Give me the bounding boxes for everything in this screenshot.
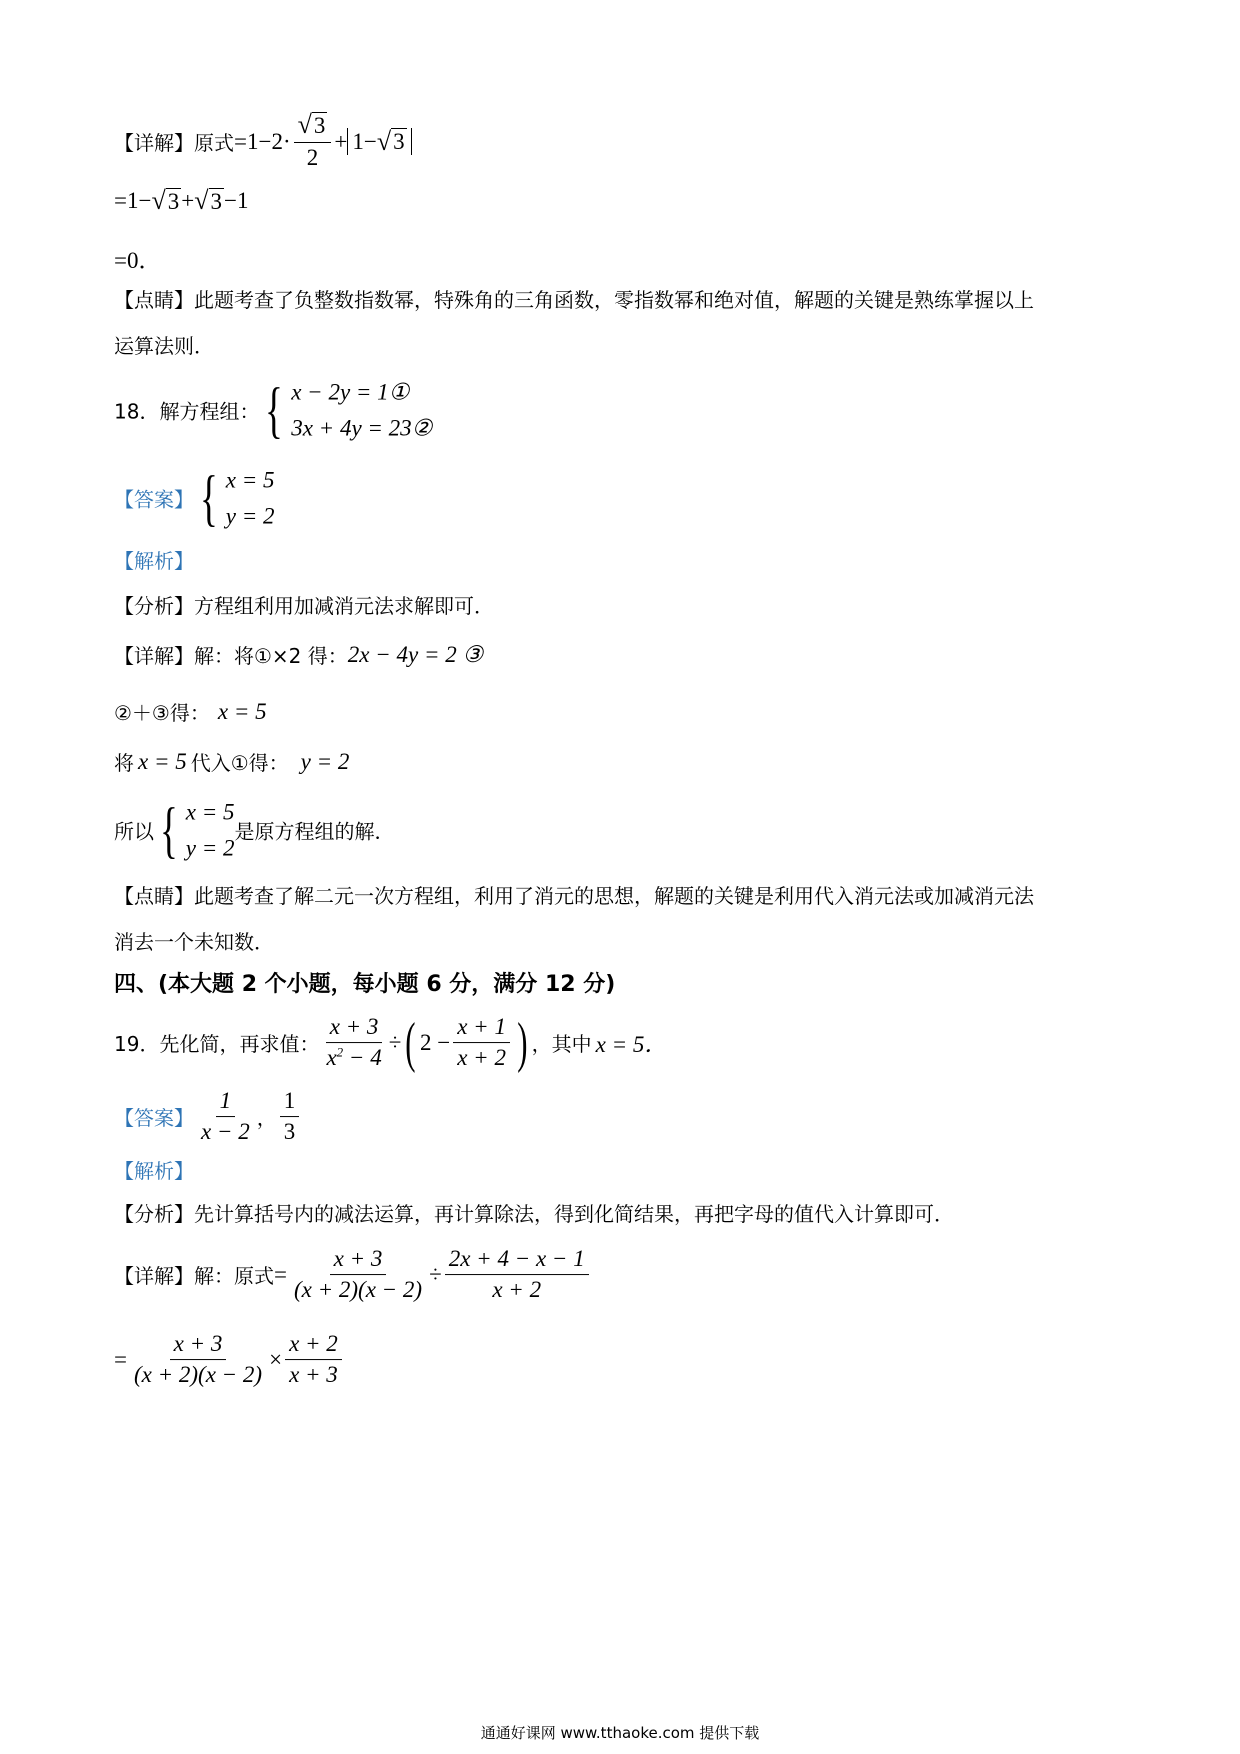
p19-fenxi-text: 先计算括号内的减法运算，再计算除法，得到化简结果，再把字母的值代入计算即可． [194,1202,954,1226]
p19-detail1: 【详解】 解：原式 = $\frac{x + 3}{(x + 2)(x - 2)}$ ÷ $\frac{2x + 4 - x - 1}{x + 2}$ [114,1246,592,1304]
p17-dianjing-l2: 运算法则． [114,334,214,358]
p18-detail2 [114,697,267,726]
label-fenxi: 【分析】 [114,594,194,618]
p18-detail3-b: 代入①得： [190,751,289,775]
p18-detail3 [114,747,349,776]
p17-dianjing-line [114,284,1034,313]
p18-dianjing-line2 [114,926,274,955]
p17-dianjing-line2 [114,330,214,359]
label-xiangjie-19: 【详解】 [114,1264,194,1289]
p17-detail-prefix: 原式 [194,131,234,156]
label-jiexi-19: 【解析】 [114,1159,194,1183]
p19-ans-num: 1 [216,1088,236,1117]
p19-detail2-frac1: $\frac{x + 3}{(x + 2)(x - 2)}$ [133,1331,263,1388]
p19-frac2: $\frac{x + 1}{x + 2}$ [453,1014,510,1072]
p18-answer: 【答案】 { x = 5 y = 2 [114,464,275,532]
label-fenxi-19: 【分析】 [114,1202,194,1226]
p19-answer [114,1088,302,1146]
p19-jiexi [114,1155,194,1184]
p19-detail-prefix: 解：原式 [194,1264,274,1289]
p18-eq1: x − 2y = 1① [291,379,410,405]
p18-suoyi: 所以 { x = 5 y = 2 是原方程组的解． [114,796,395,864]
p17-step2-line: =1− √ 3 + √ 3 −1 [114,186,249,216]
p18-fenxi-text: 方程组利用加减消元法求解即可． [194,594,494,618]
p18-suoyi-eq2: y = 2 [185,835,235,860]
p17-step2: =1− [114,188,152,214]
p19-fenxi [114,1198,954,1227]
p19-ans-den: x − 2 [201,1119,250,1145]
label-daan-19: 【答案】 [114,1106,194,1131]
p18-dianjing-l2: 消去一个未知数． [114,930,274,954]
p19-question-prefix: 19．先化简，再求值： [114,1032,320,1057]
p19-ans-frac1 [197,1088,254,1146]
p18-detail2-text: ②＋③得： [114,701,210,725]
p18-ans1: x = 5 [225,467,275,493]
p19-ans-sep: ， [256,1106,277,1131]
label-jiexi: 【解析】 [114,549,194,573]
label-dianjing: 【点睛】 [114,288,194,312]
p19-question-suffix: ，其中 [531,1032,592,1057]
p17-detail-line: 【详解】 原式 =1−2· √ 3 2 + 1− √ 3 [114,112,412,171]
p18-suoyi-eq1: x = 5 [185,799,235,825]
p17-step3: =0． [114,248,162,273]
section-4-heading: 四、(本大题 2 个小题，每小题 6 分，满分 12 分) [114,972,616,997]
p18-suoyi-text: 所以 [114,819,154,844]
abs-1-minus-sqrt3: 1− √ 3 [347,128,411,154]
p19-detail2-frac2: $\frac{x + 2}{x + 3}$ [285,1331,342,1389]
p18-detail1-math: 2x − 4y = 2 ③ [347,641,484,667]
p19-detail1-frac2: $\frac{2x + 4 - x - 1}{x + 2}$ [445,1246,589,1304]
p18-detail3-math: x = 5 [138,748,187,774]
label-daan: 【答案】 [114,487,194,512]
p18-jiexi [114,545,194,574]
p18-question-text: 18．解方程组： [114,399,260,424]
p18-detail2-math: x = 5 [217,698,267,724]
p17-step1: =1−2· [234,128,291,154]
p17-step3-line [114,242,161,275]
p17-dianjing-l1: 此题考查了负整数指数幂，特殊角的三角函数，零指数幂和绝对值，解题的关键是熟练掌握以上 [194,288,1034,312]
p19-frac1: $\frac{x + 3}{x^2 - 4}$ [326,1014,382,1071]
p19-ans2-den: 3 [283,1119,296,1145]
label-dianjing-18: 【点睛】 [114,884,194,908]
label-xiangjie: 【详解】 [114,131,194,156]
p19-ans2-num: 1 [280,1088,300,1117]
p18-fenxi [114,590,494,619]
p18-question: 18．解方程组： { x − 2y = 1① 3x + 4y = 23② [114,376,433,444]
p18-detail3-a: 将 [114,751,134,775]
p19-detail2: = $\frac{x + 3}{(x + 2)(x - 2)}$ × $\frac{x + 2}{x + 3}$ [114,1331,345,1389]
p19-question-x: x = 5． [595,1032,668,1058]
p18-ans2: y = 2 [225,503,275,528]
sqrt3-over-2: √ 3 2 [294,112,332,171]
p18-eq2: 3x + 4y = 23② [291,415,433,440]
p18-detail1 [114,640,483,669]
p18-dianjing-l1: 此题考查了解二元一次方程组，利用了消元的思想，解题的关键是利用代入消元法或加减消元法 [194,884,1034,908]
label-xiangjie-18: 【详解】 [114,644,194,668]
p19-question: 19．先化简，再求值： $\frac{x + 3}{x^2 - 4}$ ÷ ( 2 − $\frac{x + 1}{x + 2}$ ) ，其中 x = 5． [114,1012,668,1074]
p18-detail1-text: 解：将①×2 得： [194,644,348,668]
p18-suoyi-end: 是原方程组的解． [234,819,395,844]
page-footer: 通通好课网 www.tthaoke.com 提供下载 [480,1724,760,1742]
p19-detail1-frac1: $\frac{x + 3}{(x + 2)(x - 2)}$ [293,1246,423,1303]
p19-ans-frac2 [280,1088,300,1146]
p18-detail3-math2: y = 2 [300,748,350,774]
p18-dianjing [114,880,1034,909]
